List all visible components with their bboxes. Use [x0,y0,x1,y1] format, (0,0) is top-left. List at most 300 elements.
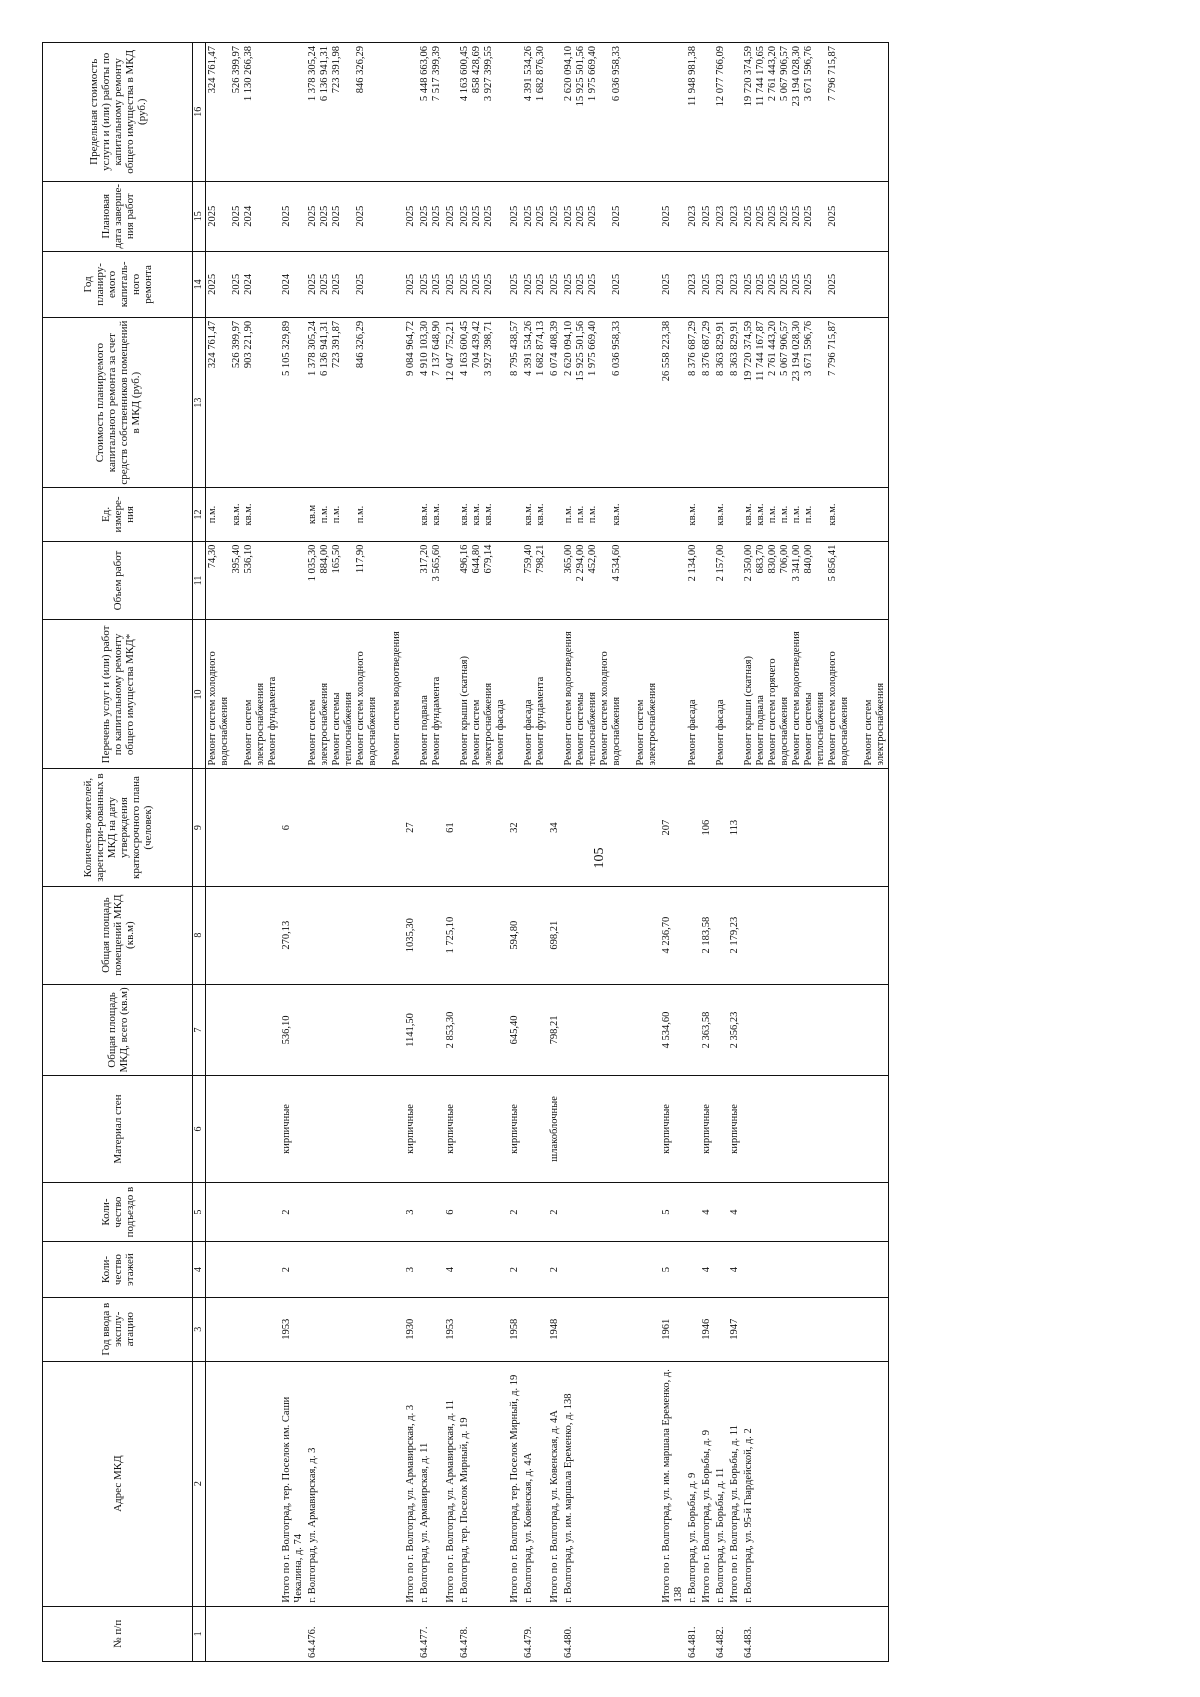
header-cell: Количество жителей, зарегистри-рованных в МКД на дату утверждения краткосрочного плана (человек) [43,769,193,886]
column-number: 16 [193,43,206,182]
address-cell: Итого по г. Волгоград, ул. Ковенская, д. 4А [548,1361,562,1606]
unit-cell [404,488,418,541]
premises-area-cell: 594,80 [508,886,522,984]
unit-item: кв.м. [471,503,482,526]
row-number: 64.477. [418,1606,444,1661]
cost-cell [418,317,444,487]
repair-year-item: 2025 [445,273,456,295]
premises-area-cell [206,886,281,984]
repair-year-item: 2023 [715,273,726,295]
premises-area-cell [458,886,508,984]
residents-cell: 6 [280,769,306,886]
work-item: Ремонт фасада [715,699,726,766]
work-item: Ремонт систем электроснабжения [863,682,886,766]
limit-cost-item: 4 163 600,45 [459,46,470,102]
unit-cell [444,488,458,541]
repair-year-cell [700,251,714,317]
header-cell: Объем работ [43,541,193,620]
repair-year-item [219,255,231,314]
unit-cell [660,488,686,541]
floors-cell [562,1242,660,1297]
floors-cell: 4 [444,1242,458,1297]
table-bottom-border [888,42,893,1662]
entrances-cell [418,1182,444,1242]
table-row [508,43,522,1662]
volume-item: 365,00 [563,544,574,574]
premises-area-cell [714,886,728,984]
limit-cost-item: 858 428,69 [471,46,482,94]
work-item: Ремонт фасада [687,699,698,766]
cost-cell [728,317,742,487]
completion-year-item: 2023 [729,205,740,227]
repair-year-cell [548,251,562,317]
volume-item: 706,00 [779,544,790,574]
completion-year-cell [714,181,728,251]
cost-item: 9 084 964,72 [405,320,416,377]
completion-year-item: 2025 [575,205,586,227]
entrances-cell: 2 [280,1182,306,1242]
work-item [623,623,635,765]
completion-year-cell [418,181,444,251]
residents-cell: 27 [404,769,418,886]
volume-cell [728,541,742,620]
residents-cell: 34 [548,769,562,886]
repair-year-cell [458,251,508,317]
premises-area-cell: 2 183,58 [700,886,714,984]
repair-year-item: 2025 [575,273,586,295]
cost-item: 903 221,90 [243,320,254,369]
total-area-cell: 4 534,60 [660,984,686,1076]
entrances-cell [458,1182,508,1242]
residents-cell [206,769,281,886]
completion-year-cell [306,181,404,251]
unit-cell [306,488,404,541]
volume-item: 3 565,60 [431,544,442,582]
limit-cost-item: 15 925 501,56 [575,46,586,107]
completion-year-cell [508,181,522,251]
volume-cell [714,541,728,620]
header-cell: № п/п [43,1606,193,1661]
completion-year-cell [686,181,700,251]
unit-item [343,491,355,537]
volume-item [815,545,827,617]
entrances-cell [206,1182,281,1242]
works-cell [280,620,306,769]
repair-year-item: 2025 [535,273,546,295]
volume-item: 2 134,00 [687,544,698,582]
works-cell [714,620,728,769]
cost-item: 2 620 094,10 [563,320,574,377]
address-cell: Итого по г. Волгоград, ул. Армавирская, д. 3 [404,1361,418,1606]
row-number [404,1606,418,1661]
address-cell: Итого по г. Волгоград, ул. им. маршала Еременко, д. 138 [660,1361,686,1606]
work-item [851,623,863,765]
limit-cost-cell [280,43,306,182]
limit-cost-cell [548,43,562,182]
repair-year-cell [562,251,660,317]
volume-cell [522,541,548,620]
limit-cost-cell [206,43,281,182]
limit-cost-cell [714,43,728,182]
row-number [728,1606,742,1661]
unit-cell [508,488,522,541]
cost-cell [714,317,728,487]
premises-area-cell [418,886,444,984]
column-number: 3 [193,1297,206,1361]
completion-year-item: 2025 [755,205,766,227]
cost-item [219,321,231,484]
floors-cell: 5 [660,1242,686,1297]
column-number: 8 [193,886,206,984]
row-number [206,1606,281,1661]
unit-cell [418,488,444,541]
address-cell: г. Волгоград, ул. Армавирская, д. 11 [418,1361,444,1606]
limit-cost-cell [418,43,444,182]
volume-item: 884,00 [319,544,330,574]
volume-item: 4 534,60 [611,544,622,582]
unit-item: п.м. [767,505,778,524]
year-cell [742,1297,888,1361]
completion-year-item: 2023 [687,205,698,227]
repair-year-item: 2025 [803,273,814,295]
floors-cell [206,1242,281,1297]
cost-item: 4 391 534,26 [523,320,534,377]
works-cell [728,620,742,769]
wall-material-cell [206,1076,281,1183]
completion-year-cell [444,181,458,251]
row-number: 64.481. [686,1606,700,1661]
floors-cell [686,1242,700,1297]
work-item [379,623,391,765]
total-area-cell: 536,10 [280,984,306,1076]
cost-item: 704 439,42 [471,320,482,369]
works-cell [742,620,888,769]
table-row [700,43,714,1662]
table-row [742,43,888,1662]
limit-cost-item: 1 975 669,40 [587,46,598,102]
unit-item: кв.м. [715,503,726,526]
repair-year-cell [206,251,281,317]
unit-item: п.м. [207,505,218,524]
volume-cell [508,541,522,620]
year-cell [686,1297,700,1361]
limit-cost-cell [444,43,458,182]
unit-item [219,491,231,537]
limit-cost-item: 5 448 663,06 [419,46,430,102]
year-cell [306,1297,404,1361]
limit-cost-cell [508,43,522,182]
cost-item: 4 163 600,45 [459,320,470,377]
year-cell: 1953 [280,1297,306,1361]
repair-year-cell [280,251,306,317]
address-cell: г. Волгоград, ул. Ковенская, д. 4А [522,1361,548,1606]
year-cell: 1958 [508,1297,522,1361]
volume-item: 3 341,00 [791,544,802,582]
row-number: 64.483. [742,1606,888,1661]
unit-cell [742,488,888,541]
work-item: Ремонт систем электроснабжения [635,682,658,766]
cost-item: 7 796 715,87 [827,320,838,377]
completion-year-item: 2025 [307,205,318,227]
residents-cell [714,769,728,886]
column-number: 1 [193,1606,206,1661]
cost-cell [206,317,281,487]
floors-cell [418,1242,444,1297]
address-cell: г. Волгоград, тер. Поселок Мирный, д. 19 [458,1361,508,1606]
works-cell [522,620,548,769]
address-cell: Итого по г. Волгоград, ул. Армавирская, д. 11 [444,1361,458,1606]
total-area-cell [522,984,548,1076]
unit-item: п.м. [803,505,814,524]
address-cell: Итого по г. Волгоград, ул. Борьбы, д. 11 [728,1361,742,1606]
floors-cell [458,1242,508,1297]
header-cell: Коли-чество подъездо в [43,1182,193,1242]
completion-year-cell [404,181,418,251]
cost-cell [562,317,660,487]
residents-cell: 61 [444,769,458,886]
repair-year-item: 2023 [687,273,698,295]
column-number: 2 [193,1361,206,1606]
volume-item: 644,80 [471,544,482,574]
repair-year-cell [714,251,728,317]
repair-year-item: 2025 [355,273,366,295]
work-item: Ремонт крыши (скатная) [743,655,754,766]
column-number: 11 [193,541,206,620]
repair-year-item: 2024 [243,273,254,295]
unit-cell [562,488,660,541]
volume-item: 452,00 [587,544,598,574]
entrances-cell [562,1182,660,1242]
work-item: Ремонт подвала [755,695,766,766]
volume-item: 496,16 [459,544,470,574]
volume-item: 2 350,00 [743,544,754,582]
completion-year-item: 2025 [779,205,790,227]
cost-item: 6 136 941,31 [319,320,330,377]
cost-item: 1 682 874,13 [535,320,546,377]
work-item: Ремонт систем электроснабжения [307,682,330,766]
repair-year-item: 2025 [459,273,470,295]
entrances-cell: 4 [700,1182,714,1242]
unit-cell [206,488,281,541]
premises-area-cell: 2 179,23 [728,886,742,984]
premises-area-cell [306,886,404,984]
cost-item: 6 074 408,39 [549,320,560,377]
completion-year-cell [728,181,742,251]
repair-year-item: 2025 [405,273,416,295]
column-number-row [193,43,206,1662]
table-row [280,43,306,1662]
total-area-cell [458,984,508,1076]
limit-cost-cell [660,43,686,182]
volume-cell [418,541,444,620]
completion-year-cell [700,181,714,251]
unit-item: кв.м. [231,503,242,526]
table-row [444,43,458,1662]
column-number: 12 [193,488,206,541]
table-row [562,43,660,1662]
work-item: Ремонт фасада [523,699,534,766]
repair-year-item: 2025 [779,273,790,295]
cost-item: 23 194 028,30 [791,320,802,382]
repair-year-item: 2025 [307,273,318,295]
limit-cost-cell [686,43,700,182]
cost-cell [742,317,888,487]
volume-cell [562,541,660,620]
unit-item: кв.м. [535,503,546,526]
cost-item: 19 720 374,59 [743,320,754,382]
entrances-cell [714,1182,728,1242]
entrances-cell: 3 [404,1182,418,1242]
total-area-cell: 2 853,30 [444,984,458,1076]
completion-year-item: 2025 [231,205,242,227]
unit-item: кв.м. [431,503,442,526]
cost-item: 324 761,47 [207,320,218,369]
table-row [404,43,418,1662]
work-item: Ремонт системы теплоснабжения [803,692,826,766]
repair-year-item: 2025 [563,273,574,295]
completion-year-item: 2025 [319,205,330,227]
limit-cost-cell [306,43,404,182]
cost-cell [548,317,562,487]
completion-year-cell [742,181,888,251]
limit-cost-cell [562,43,660,182]
table-body [206,43,889,1662]
cost-item: 8 376 687,29 [687,320,698,377]
entrances-cell [742,1182,888,1242]
limit-cost-item: 1 378 305,24 [307,46,318,102]
completion-year-item [599,185,611,248]
total-area-cell [206,984,281,1076]
limit-cost-cell [458,43,508,182]
repair-year-cell [306,251,404,317]
completion-year-item: 2025 [355,205,366,227]
entrances-cell: 2 [508,1182,522,1242]
volume-item: 679,14 [483,544,494,574]
volume-cell [280,541,306,620]
completion-year-item: 2025 [549,205,560,227]
premises-area-cell: 1 725,10 [444,886,458,984]
volume-item: 830,00 [767,544,778,574]
year-cell: 1948 [548,1297,562,1361]
row-number [660,1606,686,1661]
repair-year-item: 2025 [791,273,802,295]
volume-item [219,545,231,617]
premises-area-cell [522,886,548,984]
cost-item: 2 761 443,20 [767,320,778,377]
header-cell: Перечень услуг и (или) работ по капитальному ремонту общего имущества МКД* [43,620,193,769]
cost-item: 846 326,29 [355,320,366,369]
completion-year-cell [458,181,508,251]
completion-year-item: 2025 [471,205,482,227]
wall-material-cell [458,1076,508,1183]
unit-item [599,491,611,537]
repair-year-item: 2025 [483,273,494,295]
year-cell: 1947 [728,1297,742,1361]
cost-item: 8 363 829,91 [729,320,740,377]
year-cell [458,1297,508,1361]
floors-cell: 2 [508,1242,522,1297]
residents-cell: 113 [728,769,742,886]
works-cell [508,620,522,769]
completion-year-cell [660,181,686,251]
repair-year-cell [686,251,700,317]
floors-cell: 4 [728,1242,742,1297]
repair-year-item: 2025 [587,273,598,295]
address-cell: г. Волгоград, ул. Борьбы, д. 9 [686,1361,700,1606]
repair-year-item [599,255,611,314]
works-cell [700,620,714,769]
work-item: Ремонт систем водоотведения [791,631,802,766]
volume-item: 2 294,00 [575,544,586,582]
repair-year-item: 2025 [319,273,330,295]
work-item: Ремонт систем холодного водоснабжения [207,651,230,766]
header-cell: Общая площадь МКД, всего (кв.м) [43,984,193,1076]
volume-cell [444,541,458,620]
address-cell: Итого по г. Волгоград, тер. Поселок им. Саши Чекалина, д. 74 [280,1361,306,1606]
floors-cell: 3 [404,1242,418,1297]
unit-item [815,491,827,537]
wall-material-cell: кирпичные [280,1076,306,1183]
table-row [206,43,281,1662]
row-number: 64.479. [522,1606,548,1661]
volume-cell [686,541,700,620]
cost-item: 7 137 648,90 [431,320,442,377]
work-item: Ремонт системы теплоснабжения [331,692,354,766]
cost-item: 26 558 223,38 [661,320,672,382]
cost-cell [280,317,306,487]
unit-item: кв.м. [611,503,622,526]
unit-cell [522,488,548,541]
repair-year-item: 2025 [331,273,342,295]
address-cell: г. Волгоград, ул. Борьбы, д. 11 [714,1361,728,1606]
volume-cell [458,541,508,620]
repair-year-item: 2025 [611,273,622,295]
limit-cost-item: 324 761,47 [207,46,218,94]
completion-year-item: 2025 [459,205,470,227]
cost-cell [404,317,418,487]
wall-material-cell [686,1076,700,1183]
completion-year-cell [562,181,660,251]
works-cell [444,620,458,769]
residents-cell [686,769,700,886]
total-area-cell: 1141,50 [404,984,418,1076]
wall-material-cell [418,1076,444,1183]
limit-cost-item: 7 796 715,87 [827,46,838,102]
volume-item [343,545,355,617]
unit-item: кв.м. [827,503,838,526]
cost-cell [522,317,548,487]
cost-cell [458,317,508,487]
repair-year-item [815,255,827,314]
volume-item: 165,50 [331,544,342,574]
entrances-cell [306,1182,404,1242]
repair-year-item: 2025 [207,273,218,295]
entrances-cell: 5 [660,1182,686,1242]
unit-item: кв.м. [523,503,534,526]
completion-year-item: 2025 [419,205,430,227]
work-item: Ремонт фасада [495,699,506,766]
table-row [714,43,728,1662]
row-number: 64.480. [562,1606,660,1661]
volume-cell [206,541,281,620]
volume-cell [700,541,714,620]
limit-cost-item: 846 326,29 [355,46,366,94]
volume-item: 1 035,30 [307,544,318,582]
completion-year-item [219,185,231,248]
cost-item: 3 671 596,76 [803,320,814,377]
limit-cost-item: 7 517 399,39 [431,46,442,102]
address-cell: Итого по г. Волгоград, тер. Поселок Мирный, д. 19 [508,1361,522,1606]
